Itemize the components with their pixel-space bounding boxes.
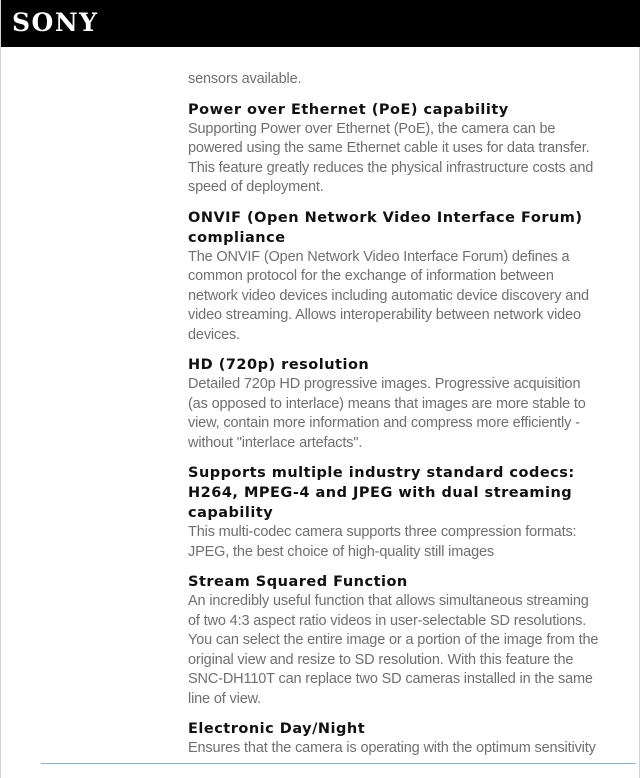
feature-poe — [188, 100, 600, 198]
feature-description: Ensures that the camera is operating with the optimum sensitivity — [188, 740, 596, 756]
feature-description: An incredibly useful function that allows simultaneous streaming of two 4:3 aspect ratio videos in user-selectable SD resolutions. You can select the entire image or a portion of the image from the original view and resize to SD resolution. With this feature the SNC-DH110T can replace two SD cameras installed in the same line of view. — [188, 593, 599, 707]
feature-title: Supports multiple industry standard codecs: H264, MPEG-4 and JPEG with dual streaming capability — [188, 465, 575, 521]
feature-title: ONVIF (Open Network Video Interface Forum) compliance — [188, 209, 583, 246]
feature-description: Detailed 720p HD progressive images. Progressive acquisition (as opposed to interlace) means that images are more stable to view, contain more information and compress more efficiently - without "interlace artefacts". — [188, 376, 586, 451]
intro-text: sensors available. — [188, 71, 302, 87]
brand-header — [1, 0, 640, 47]
feature-list — [188, 70, 600, 769]
feature-codecs — [188, 463, 600, 562]
feature-description: Supporting Power over Ethernet (PoE), the camera can be powered using the same Ethernet cable it uses for data transfer. This feature greatly reduces the physical infrastructure costs and speed of deployment. — [188, 120, 594, 195]
feature-title: Power over Ethernet (PoE) capability — [188, 101, 509, 118]
feature-hd-resolution — [188, 355, 600, 453]
feature-stream-squared — [188, 572, 600, 709]
feature-description: The ONVIF (Open Network Video Interface Forum) defines a common protocol for the exchange of information between network video devices including automatic device discovery and video streaming. Allows interoperability between network video devices. — [188, 248, 589, 343]
feature-day-night — [188, 719, 600, 759]
feature-description: This multi-codec camera supports three compression formats: JPEG, the best choice of high-quality still images — [188, 524, 577, 560]
feature-onvif — [188, 208, 600, 346]
feature-title: HD (720p) resolution — [188, 357, 370, 373]
footer-divider — [41, 763, 636, 764]
feature-title: Stream Squared Function — [188, 574, 408, 590]
feature-title: Electronic Day/Night — [188, 721, 366, 737]
sony-logo: SONY — [12, 8, 99, 37]
